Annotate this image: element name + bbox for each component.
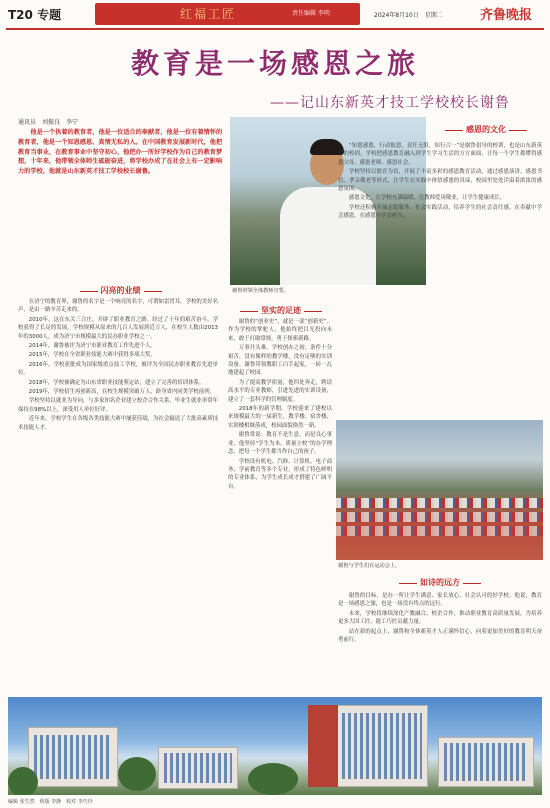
building-windows: [34, 735, 112, 779]
paragraph: “知恩感恩，行动报恩，责任无限，知行合一”是谢鲁倡导的校训，也是山东新英才的校训。学校把感恩教育融入到学生学习生活的方方面面，让每一个学生都懂得感恩父母、感恩老师、感恩社会。: [338, 143, 542, 166]
crowd-row: [336, 526, 543, 536]
paragraph: 2015年，学校在全省职业技能大赛中获得多项大奖。: [28, 352, 156, 359]
paragraph: 2018年的新学期，学校迎来了建校以来规模最大的一届新生，教学楼、宿舍楼、实训楼相继落成，校园面貌焕然一新。: [228, 406, 332, 429]
building-windows: [444, 743, 528, 781]
paragraph: 在济宁的教育界，谢鲁的名字是一个响亮的名字，可谓如雷贯耳，学校的美好名声，是由一路辛苦走来的。: [18, 299, 218, 314]
building-facade: [308, 705, 338, 787]
page-header: [0, 0, 550, 28]
article-byline: 通讯员 刘振良 李宁: [18, 119, 79, 126]
paragraph: 谢鲁的“创业史”，就是一部“创新史”。作为学校的掌舵人，他始终把目光投向未来，敢于打破常规，勇于探索新路。: [228, 319, 332, 342]
sports-day-photo: [336, 420, 543, 560]
column-footprints: [228, 318, 332, 492]
paragraph: 2016年，学校获批成为国家级重点技工学校，被评为全国民办职业教育先进单位。: [18, 361, 218, 377]
paragraph: 未来，学校将继续深化产教融合、校企合作，推动职业教育高质量发展，为培养更多大国工匠、能工巧匠贡献力量。: [338, 610, 542, 626]
paragraph: 万事开头难。学校创办之初，条件十分艰苦，没有像样的教学楼，没有足够的实训设备。谢鲁带领教职工白手起家，一砖一瓦地建起了校园。: [228, 345, 332, 377]
article-intro: 他是一个执着的教育者，他是一位适合的奉献者，他是一位有着情怀的教育者，他是一个知恩感恩、真情无私的人。在中国教育发展新时代，他把教育当事业，在教育事业中坚守初心，他把办一所好学校作为自己的教育梦想，十年来，他带领全体师生砥砺奋进，将学校办成了在社会上有一定影响力的学校，他就是山东新英才技工学校校长谢鲁。: [18, 129, 223, 176]
section-heading-footprints: 坚实的足迹: [226, 305, 336, 316]
tree: [118, 757, 156, 791]
sports-photo-caption: 谢鲁与学生们在运动会上。: [338, 563, 401, 569]
section-heading-achievements: 闪亮的业绩: [18, 285, 223, 296]
crowd-row: [336, 498, 543, 508]
paragraph: 感恩文化，让学校充满温暖，让教师爱岗敬业，让学生健康成长。: [348, 195, 506, 202]
column-culture: [338, 142, 542, 222]
tree: [8, 767, 38, 795]
section-heading-future: 如诗的远方: [338, 577, 542, 588]
paragraph: 2014年，谢鲁被评为济宁市职业教育工作先进个人。: [28, 343, 156, 350]
crowd-row: [336, 512, 543, 522]
paragraph: 2018年，学校被确定为山东省职业技能鉴定站，建立了完善的培训体系。: [28, 379, 205, 386]
building-windows: [164, 753, 232, 783]
page-footer: 编辑 张生然 组版 李静 校对 李巧玲: [8, 799, 93, 805]
article-subtitle: ——记山东新英才技工学校校长谢鲁: [270, 95, 510, 111]
paragraph: 2019年，学校招生再创新高，在校生规模突破万人，跻身省内同类学校前列。: [28, 389, 216, 396]
main-photo-caption: 谢鲁带领全体教师宣誓。: [232, 288, 290, 294]
issue-date: 2024年8月10日 星期二: [374, 12, 443, 19]
section-label: T20 专题: [8, 8, 62, 22]
paragraph: 学校坚持以就业为导向，与多家知名企业建立校企合作关系，毕业生就业率常年保持在98%以上，深受用人单位好评。: [18, 398, 218, 413]
paragraph: 学校还积极开展志愿服务、社会实践活动，培养学生的社会责任感，在奉献中学会感恩，在感恩中学会担当。: [338, 204, 542, 220]
paragraph: 学校坚持以德育为首，开展了丰富多彩的感恩教育活动，通过感恩演讲、感恩书信、孝亲敬老等形式，让学生在实践中体悟感恩的真谛，校园里处处洋溢着浓浓的感恩氛围。: [338, 169, 542, 193]
paragraph: 2010年，这在东关三合庄，开辟了职业教育之路。经过了十年的艰苦奋斗，学校获得了长足的发展，学校规模从原来的几百人发展到近万人，在校生人数由2013年的3000人，成为济宁市规模最大的民办职业学校之一。: [18, 316, 218, 340]
paragraph: 近年来，学校学生在各级各类技能大赛中屡获佳绩，为社会输送了大批高素质技术技能人才。: [18, 416, 218, 431]
header-rule: [6, 28, 544, 30]
building-windows: [342, 713, 422, 779]
tree: [248, 763, 298, 795]
editor-credit: 责任编辑 李明: [292, 10, 330, 17]
paragraph: 谢鲁的目标，是办一所让学生满意、家长放心、社会认可的好学校。他说，教育是一场感恩之旅，也是一场没有终点的远行。: [338, 593, 542, 608]
paragraph: 站在新的起点上，谢鲁和全体新英才人正满怀信心，向着更加美好的教育明天奋勇前行。: [338, 628, 542, 644]
newspaper-masthead: 齐鲁晚报: [480, 8, 533, 23]
column-achievements: [18, 298, 218, 433]
paragraph: 谢鲁常说：教育不是生意，而是良心事业。他坚持“学生为本、质量立校”的办学理念，把每一个学生都当作自己的孩子。: [228, 432, 332, 456]
paragraph: 为了提高教学质量，他四处奔走，聘请高水平的专业教师，引进先进的实训设备，建立了一套科学的管理制度。: [228, 379, 332, 403]
article-title: 教育是一场感恩之旅: [130, 47, 419, 80]
paragraph: 学校设有机电、汽修、计算机、电子商务、学前教育等多个专业，形成了特色鲜明的专业体系，为学生成长成才搭建了广阔平台。: [228, 458, 332, 490]
column-future: [338, 592, 542, 645]
brand-logo: 红福工匠: [180, 7, 237, 21]
campus-photo: [8, 697, 542, 795]
section-heading-culture: 感恩的文化: [428, 124, 544, 135]
